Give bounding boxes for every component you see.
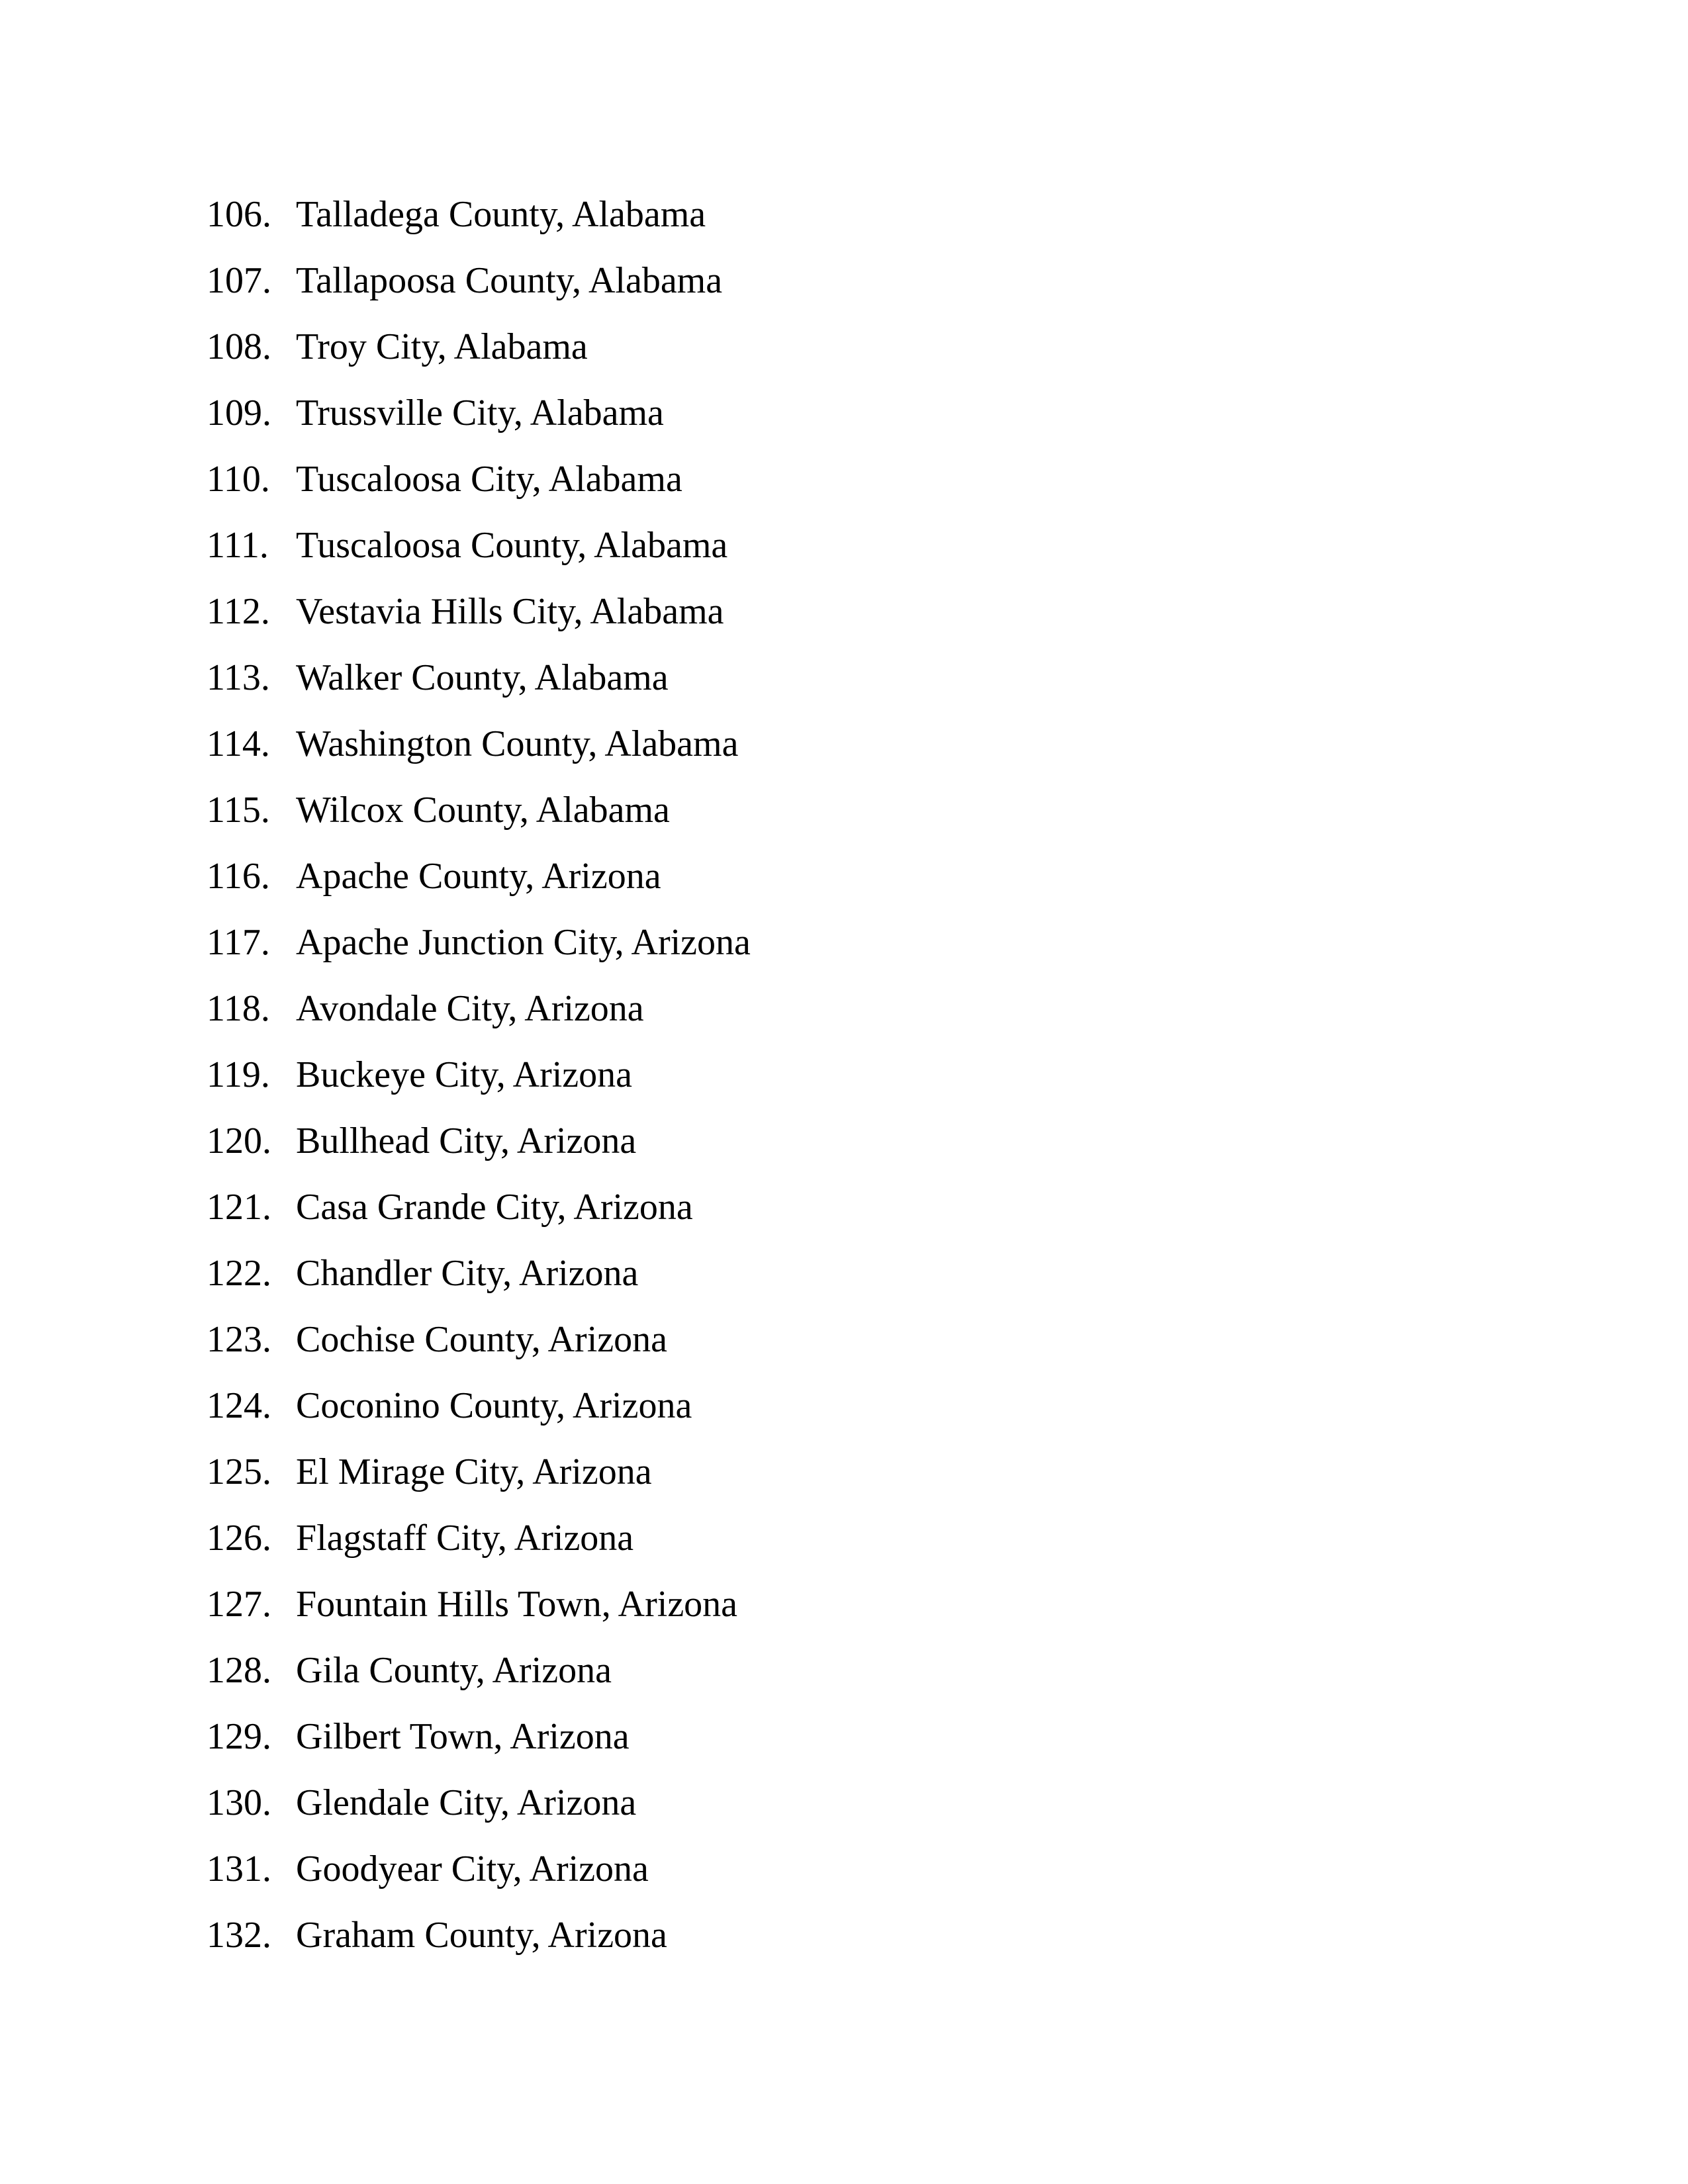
item-label: Chandler City, Arizona [296, 1253, 639, 1294]
item-label: Goodyear City, Arizona [296, 1848, 649, 1889]
list-item [207, 193, 751, 259]
item-number: 113. [207, 657, 270, 698]
item-number: 121. [207, 1187, 271, 1228]
list-item [207, 458, 751, 524]
item-number: 107. [207, 260, 271, 301]
item-label: Cochise County, Arizona [296, 1319, 667, 1360]
item-label: Tallapoosa County, Alabama [296, 260, 723, 301]
list-item [207, 1054, 751, 1120]
list-item [207, 1715, 751, 1782]
list-item [207, 590, 751, 657]
item-number: 110. [207, 459, 270, 500]
list-item [207, 1318, 751, 1385]
item-number: 125. [207, 1451, 271, 1492]
item-number: 132. [207, 1915, 271, 1956]
item-label: Fountain Hills Town, Arizona [296, 1584, 738, 1625]
item-number: 112. [207, 591, 270, 632]
list-item [207, 1914, 751, 1980]
list-item [207, 1385, 751, 1451]
item-label: Walker County, Alabama [296, 657, 669, 698]
list-item [207, 987, 751, 1054]
item-label: Graham County, Arizona [296, 1915, 667, 1956]
item-label: Apache Junction City, Arizona [296, 922, 751, 963]
item-number: 123. [207, 1319, 271, 1360]
item-number: 122. [207, 1253, 271, 1294]
item-number: 109. [207, 392, 271, 433]
item-number: 116. [207, 856, 270, 897]
item-number: 127. [207, 1584, 271, 1625]
list-item [207, 1583, 751, 1649]
item-label: Washington County, Alabama [296, 723, 739, 764]
item-label: Glendale City, Arizona [296, 1782, 637, 1823]
list-item [207, 1848, 751, 1914]
item-label: Wilcox County, Alabama [296, 790, 670, 831]
item-number: 108. [207, 326, 271, 367]
item-number: 129. [207, 1716, 271, 1757]
list-item [207, 723, 751, 789]
item-label: Flagstaff City, Arizona [296, 1518, 634, 1559]
list-item [207, 1782, 751, 1848]
list-item [207, 1451, 751, 1517]
item-label: El Mirage City, Arizona [296, 1451, 652, 1492]
item-number: 124. [207, 1385, 271, 1426]
item-label: Troy City, Alabama [296, 326, 588, 367]
item-number: 120. [207, 1120, 271, 1161]
item-number: 117. [207, 922, 270, 963]
item-label: Apache County, Arizona [296, 856, 661, 897]
item-number: 111. [207, 525, 269, 566]
list-item [207, 259, 751, 326]
list-item [207, 524, 751, 590]
item-label: Trussville City, Alabama [296, 392, 664, 433]
item-label: Tuscaloosa County, Alabama [296, 525, 728, 566]
item-number: 119. [207, 1054, 270, 1095]
item-number: 131. [207, 1848, 271, 1889]
item-label: Gila County, Arizona [296, 1650, 612, 1691]
list-item [207, 392, 751, 458]
jurisdiction-list [207, 193, 751, 1980]
item-label: Coconino County, Arizona [296, 1385, 692, 1426]
item-number: 126. [207, 1518, 271, 1559]
list-item [207, 1120, 751, 1186]
list-item [207, 1649, 751, 1715]
item-number: 114. [207, 723, 270, 764]
item-label: Avondale City, Arizona [296, 988, 644, 1029]
item-number: 128. [207, 1650, 271, 1691]
item-label: Tuscaloosa City, Alabama [296, 459, 682, 500]
list-item [207, 1186, 751, 1252]
item-label: Bullhead City, Arizona [296, 1120, 637, 1161]
item-label: Casa Grande City, Arizona [296, 1187, 693, 1228]
list-item [207, 789, 751, 855]
list-item [207, 855, 751, 921]
list-item [207, 921, 751, 987]
item-number: 130. [207, 1782, 271, 1823]
item-label: Vestavia Hills City, Alabama [296, 591, 724, 632]
list-item [207, 657, 751, 723]
item-number: 106. [207, 194, 271, 235]
list-item [207, 1517, 751, 1583]
list-item [207, 326, 751, 392]
item-label: Talladega County, Alabama [296, 194, 706, 235]
item-label: Buckeye City, Arizona [296, 1054, 633, 1095]
list-item [207, 1252, 751, 1318]
item-number: 115. [207, 790, 270, 831]
item-number: 118. [207, 988, 270, 1029]
item-label: Gilbert Town, Arizona [296, 1716, 630, 1757]
